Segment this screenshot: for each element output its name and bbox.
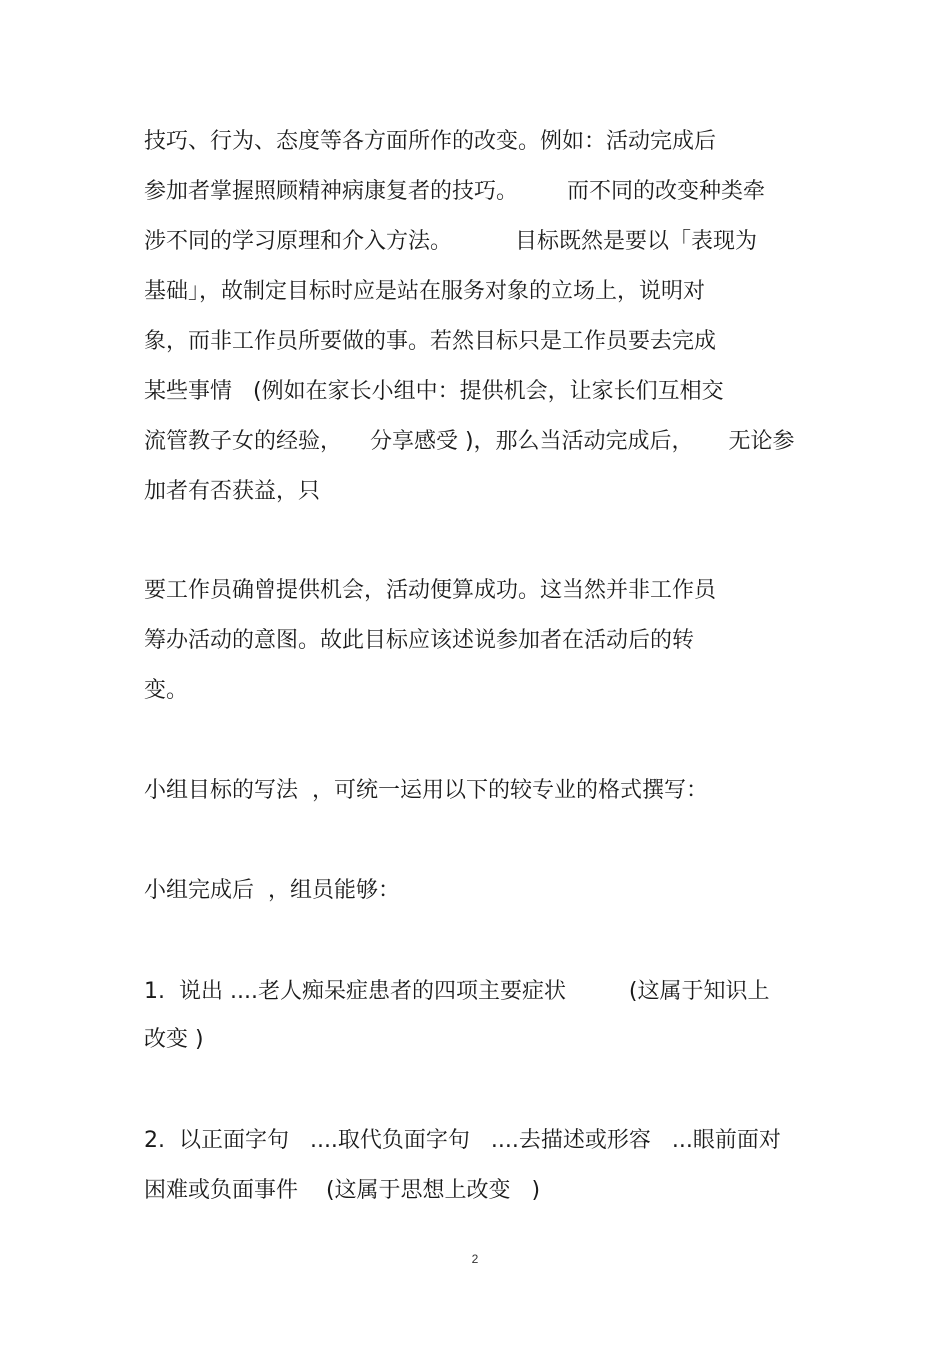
paragraph-1-line-6: 某些事情 (例如在家长小组中：提供机会，让家长们互相交 bbox=[144, 379, 724, 404]
paragraph-2-line-2: 筹办活动的意图。故此目标应该述说参加者在活动后的转 bbox=[144, 628, 695, 653]
paragraph-1-line-1: 技巧、行为、态度等各方面所作的改变。例如：活动完成后 bbox=[144, 129, 717, 154]
paragraph-2-line-3: 变。 bbox=[144, 678, 189, 703]
paragraph-1-line-5: 象，而非工作员所要做的事。若然目标只是工作员要去完成 bbox=[144, 329, 717, 354]
list-item-2-line-1: 2. 以正面字句 ....取代负面字句 ....去描述或形容 ...眼前面对 bbox=[144, 1128, 781, 1153]
paragraph-1-line-2: 参加者掌握照顾精神病康复者的技巧。 而不同的改变种类牵 bbox=[144, 179, 765, 204]
format-intro: 小组目标的写法 ，可统一运用以下的较专业的格式撰写： bbox=[144, 778, 708, 803]
lead-sentence: 小组完成后 ，组员能够： bbox=[144, 878, 400, 903]
page-number: 2 bbox=[471, 1252, 479, 1266]
list-item-1-line-2: 改变 ) bbox=[144, 1027, 204, 1052]
paragraph-1-line-4: 基础」，故制定目标时应是站在服务对象的立场上，说明对 bbox=[144, 279, 706, 304]
list-item-1-line-1: 1. 说出 ....老人痴呆症患者的四项主要症状 (这属于知识上 bbox=[144, 979, 770, 1004]
paragraph-2-line-1: 要工作员确曾提供机会，活动便算成功。这当然并非工作员 bbox=[144, 578, 717, 603]
list-item-2-line-2: 困难或负面事件 (这属于思想上改变 ) bbox=[144, 1178, 541, 1203]
paragraph-1-line-7: 流管教子女的经验， 分享感受 )，那么当活动完成后， 无论参 bbox=[144, 429, 795, 454]
paragraph-1-line-3: 涉不同的学习原理和介入方法。 目标既然是要以「表现为 bbox=[144, 229, 757, 254]
paragraph-1-line-8: 加者有否获益，只 bbox=[144, 479, 321, 504]
